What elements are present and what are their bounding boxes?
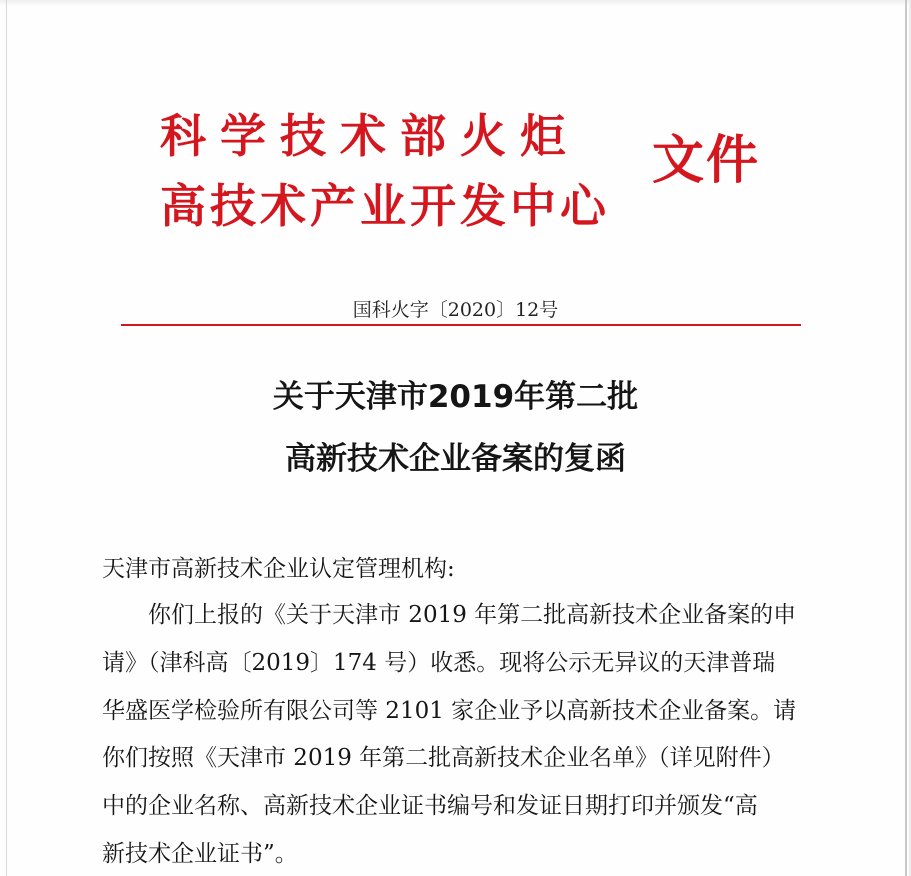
- document-label: 文件: [652, 131, 761, 191]
- body-text-line: 你们上报的《关于天津市 2019 年第二批高新技术企业备案的申: [148, 602, 797, 628]
- paper-top-shadow: [0, 0, 911, 6]
- document-title-line-1: 关于天津市2019年第二批: [272, 379, 639, 415]
- body-text-line: 新技术企业证书”。: [102, 841, 298, 867]
- body-text-line: 中的企业名称、高新技术企业证书编号和发证日期打印并颁发“高: [102, 793, 758, 819]
- issuer-name-line-2: 高技术产业开发中心: [160, 179, 610, 233]
- red-header-rule: [121, 324, 801, 326]
- body-text-line: 请》（津科高〔2019〕174 号）收悉。现将公示无异议的天津普瑞: [102, 650, 776, 676]
- body-text-line: 华盛医学检验所有限公司等 2101 家企业予以高新技术企业备案。请: [102, 698, 797, 724]
- addressee: 天津市高新技术企业认定管理机构:: [102, 556, 455, 582]
- body-text-line: 你们按照《天津市 2019 年第二批高新技术企业名单》（详见附件）: [102, 745, 785, 771]
- document-title-line-2: 高新技术企业备案的复函: [285, 441, 626, 477]
- issuer-name-line-1: 科学技术部火炬: [160, 109, 580, 163]
- document-number: 国科火字〔2020〕12号: [352, 299, 559, 321]
